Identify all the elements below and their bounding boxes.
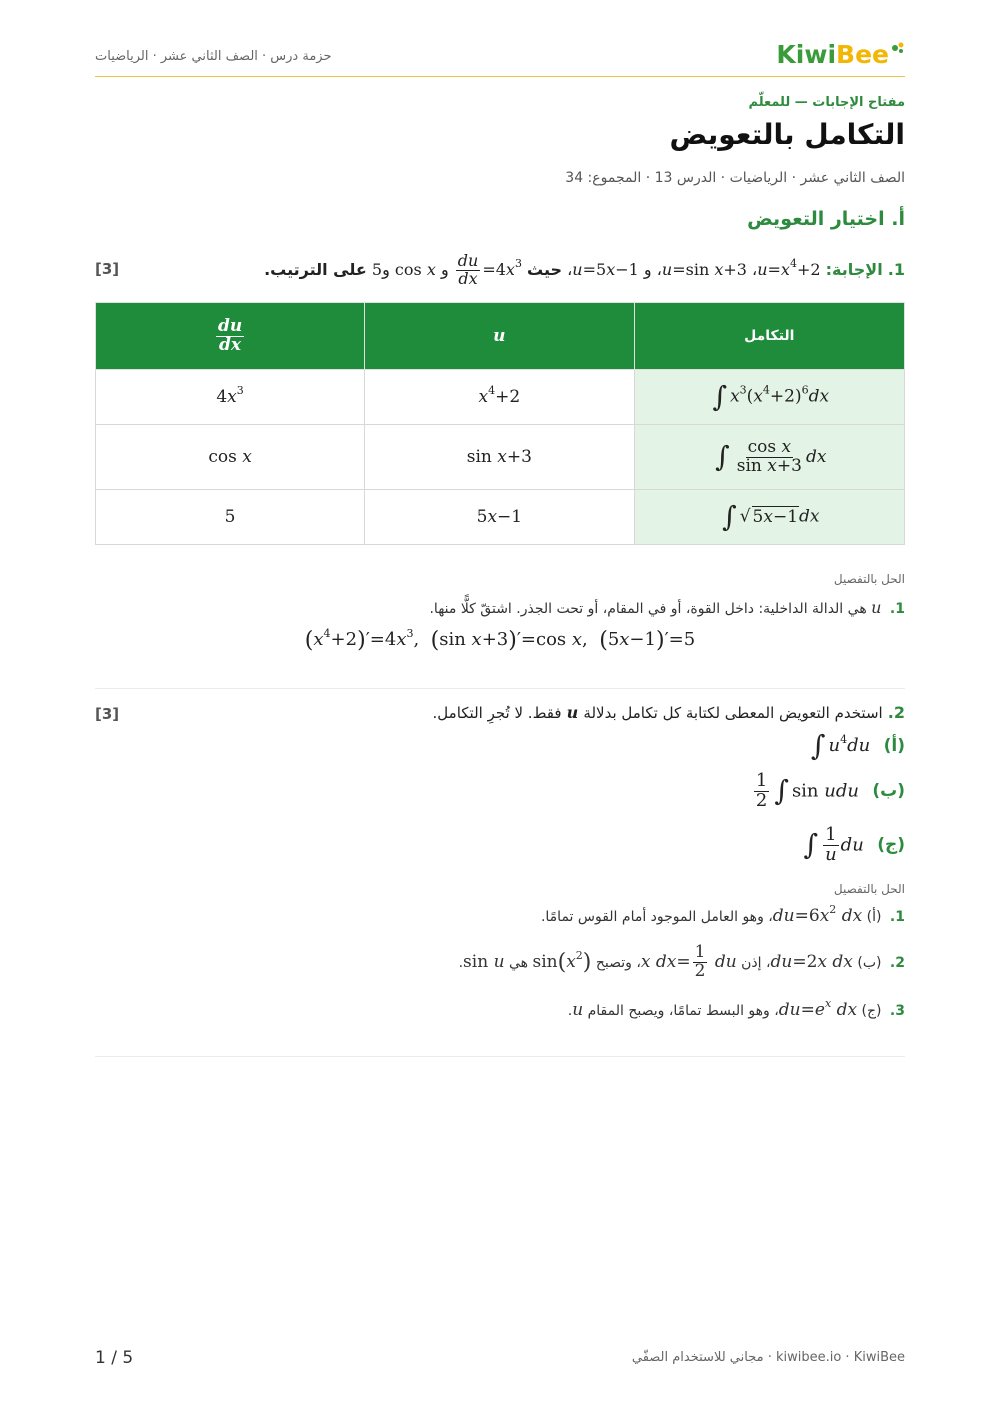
cell-integral: ∫ $x^3(x^4+2)^6dx$ xyxy=(634,370,904,425)
page-number: 1 / 5 xyxy=(95,1348,134,1368)
cell-u: sin x+3 xyxy=(365,425,634,490)
col-header-dudx: $\frac{du}{dx}$ xyxy=(96,303,365,370)
cell-dudx: $4x^3$ xyxy=(96,370,365,425)
solution-step: 1. u هي الدالة الداخلية: داخل القوة، أو في المقام، أو تحت الجذر. اشتقّ كلًّا منها. xyxy=(429,598,905,617)
math-u3: u=5x−1 xyxy=(572,260,639,279)
solution-step: 3. (ج) $du=e^x$ dx، وهو البسط تمامًا، ويصبح المقام u. xyxy=(567,997,905,1020)
math-derivative: $\frac{du}{dx}$ $=4x^3$ xyxy=(457,251,522,288)
lesson-meta: الصف الثاني عشر · الرياضيات · الدرس 13 · المجموع: 34 xyxy=(565,170,905,186)
answer-key-kicker: مفتاح الإجابات — للمعلّم xyxy=(748,95,905,110)
divider xyxy=(95,1056,905,1057)
solution-label: الحل بالتفصيل xyxy=(833,572,905,586)
solution-step: 1. (أ) $du=6x^2$ dx، وهو العامل الموجود أمام القوس تمامًا. xyxy=(540,903,905,926)
cell-u: $x^4+2$ xyxy=(365,370,634,425)
col-header-u: u xyxy=(365,303,634,370)
logo-dots-icon xyxy=(891,41,905,55)
col-header-integral: التكامل xyxy=(634,303,904,370)
breadcrumb: حزمة درس · الصف الثاني عشر · الرياضيات xyxy=(95,49,332,64)
marks: [3] xyxy=(95,260,120,278)
where-word: حيث xyxy=(527,260,563,279)
table-row xyxy=(96,425,905,490)
part-c: (ج) ∫ $\frac{1}{u}$ du xyxy=(803,824,905,865)
question-2: 2. استخدم التعويض المعطى لكتابة كل تكامل بدلالة u فقط. لا تُجرِ التكامل. [3] xyxy=(95,703,905,723)
question-1: 1. الإجابة: $u=x^4+2،$ u=sin x+3، و u=5x−1، حيث $\frac{du}{dx}$ $=4x^3$ و cos x و5 على الترتيب. [3] xyxy=(95,248,905,292)
table-row xyxy=(96,370,905,425)
cell-dudx: cos x xyxy=(96,425,365,490)
cell-dudx: 5 xyxy=(96,490,365,545)
page-header xyxy=(95,40,905,77)
math-u1: $u=x^4+2$ xyxy=(757,257,821,279)
footer-credit: kiwibee.io · KiwiBee · مجاني للاستخدام الصفّي xyxy=(631,1350,905,1365)
cell-integral: ∫ √ 5x−1dx xyxy=(634,490,904,545)
cell-integral: ∫ $\frac{\text{cos x}}{\text{sin x+3}}$ dx xyxy=(634,425,904,490)
part-a: (أ) ∫ $u^4du$ xyxy=(810,729,905,762)
solution-label: الحل بالتفصيل xyxy=(833,882,905,896)
substitution-table xyxy=(95,302,905,545)
question-number: 2. xyxy=(887,703,905,722)
solution-step: 2. (ب) du=2x dx، إذن x dx= $\frac{1}{2}$ du، وتصبح $\sin(x^2)$ هي sin u. xyxy=(458,942,905,981)
part-b: (ب) $\frac{1}{2}$ ∫ sin udu xyxy=(755,770,905,811)
answer-label: الإجابة: xyxy=(825,260,883,279)
cell-u: 5x−1 xyxy=(365,490,634,545)
section-heading: أ. اختيار التعويض xyxy=(747,208,905,230)
divider xyxy=(95,688,905,689)
math-u2: u=sin x+3 xyxy=(661,260,747,279)
page-title: التكامل بالتعويض xyxy=(669,118,905,151)
question-number: 1. xyxy=(887,260,905,279)
derivatives-display: $(x^4+2)'=4x^3$, (sin x+3)′=cos x, (5x−1)′=5 xyxy=(304,627,696,653)
table-row xyxy=(96,490,905,545)
kiwibee-logo[interactable]: KiwiBee xyxy=(776,40,905,69)
respectively-text: على الترتيب. xyxy=(264,260,367,279)
marks: [3] xyxy=(95,705,120,723)
